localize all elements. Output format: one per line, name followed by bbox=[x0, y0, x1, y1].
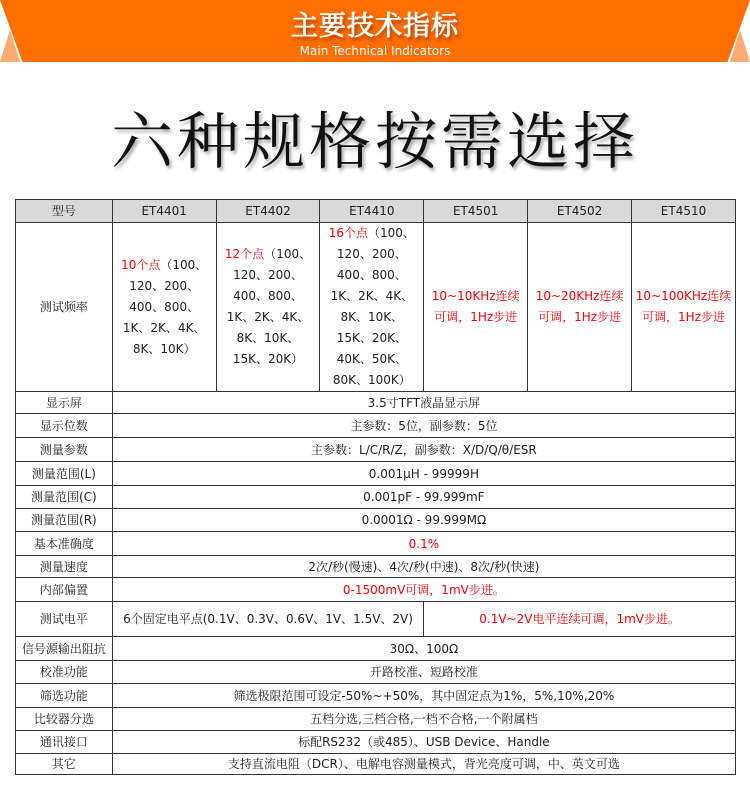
model-header: ET4501 bbox=[424, 200, 528, 223]
freq-list: （100、120、200、400、800、1K、2K、4K、8K、10K、15K、20K、40K、50K、80K、100K） bbox=[330, 226, 415, 387]
table-header-row bbox=[16, 200, 736, 223]
model-header: ET4402 bbox=[216, 200, 320, 223]
row-label: 测量参数 bbox=[16, 438, 113, 462]
row-value: 标配RS232（或485）、USB Device、Handle bbox=[112, 731, 735, 754]
row-value: 0.001μH - 99999H bbox=[112, 462, 735, 486]
freq-count: 12个点 bbox=[224, 247, 265, 261]
freq-cell: 10~20KHz连续可调，1Hz步进 bbox=[528, 223, 632, 392]
row-label: 测量速度 bbox=[16, 556, 113, 578]
table-row bbox=[16, 392, 736, 414]
freq-cell: 10~100KHz连续可调，1Hz步进 bbox=[632, 223, 736, 392]
model-header: ET4401 bbox=[112, 200, 216, 223]
row-label: 信号源输出阻抗 bbox=[16, 637, 113, 661]
row-value: 2次/秒(慢速)、4次/秒(中速)、8次/秒(快速) bbox=[112, 556, 735, 578]
row-value: 开路校准、短路校准 bbox=[112, 661, 735, 684]
row-value: 0.0001Ω - 99.999MΩ bbox=[112, 509, 735, 532]
row-label: 测试频率 bbox=[16, 223, 113, 392]
table-row bbox=[16, 462, 736, 486]
freq-cell bbox=[320, 223, 424, 392]
banner-title: 主要技术指标 bbox=[291, 11, 459, 42]
table-row bbox=[16, 509, 736, 532]
freq-cell: 10~10KHz连续可调，1Hz步进 bbox=[424, 223, 528, 392]
section-banner bbox=[0, 0, 750, 62]
row-label: 显示位数 bbox=[16, 414, 113, 438]
model-header: ET4510 bbox=[632, 200, 736, 223]
row-label: 基本准确度 bbox=[16, 532, 113, 556]
table-row bbox=[16, 578, 736, 602]
row-value: 五档分选,三档合格,一档不合格,一个附属档 bbox=[112, 708, 735, 731]
row-value: 0-1500mV可调，1mV步进。 bbox=[112, 578, 735, 602]
level-fixed: 6个固定电平点(0.1V、0.3V、0.6V、1V、1.5V、2V) bbox=[112, 602, 423, 637]
table-row bbox=[16, 661, 736, 684]
freq-list: （100、120、200、400、800、1K、2K、4K、8K、10K、15K、20K） bbox=[226, 247, 312, 366]
row-value: 支持直流电阻（DCR）、电解电容测量模式，背光亮度可调，中、英文可选 bbox=[112, 754, 735, 775]
table-row bbox=[16, 754, 736, 775]
table-row-frequency bbox=[16, 223, 736, 392]
row-value: 主参数：5位，副参数：5位 bbox=[112, 414, 735, 438]
table-row bbox=[16, 438, 736, 462]
row-label: 内部偏置 bbox=[16, 578, 113, 602]
row-label: 显示屏 bbox=[16, 392, 113, 414]
spec-table bbox=[15, 199, 736, 775]
table-row bbox=[16, 486, 736, 509]
freq-list: （100、120、200、400、800、1K、2K、4K、8K、10K） bbox=[122, 257, 208, 356]
model-header: ET4502 bbox=[528, 200, 632, 223]
banner-subtitle: Main Technical Indicators bbox=[299, 44, 451, 58]
row-value: 筛选极限范围可设定-50%~+50%，其中固定点为1%，5%,10%,20% bbox=[112, 684, 735, 708]
row-value: 30Ω、100Ω bbox=[112, 637, 735, 661]
table-row bbox=[16, 532, 736, 556]
table-row bbox=[16, 637, 736, 661]
row-label: 比较器分选 bbox=[16, 708, 113, 731]
freq-cell bbox=[216, 223, 320, 392]
model-header: ET4410 bbox=[320, 200, 424, 223]
table-row bbox=[16, 414, 736, 438]
row-label: 测量范围(L) bbox=[16, 462, 113, 486]
freq-count: 16个点 bbox=[328, 226, 369, 240]
table-row bbox=[16, 708, 736, 731]
row-label: 通讯接口 bbox=[16, 731, 113, 754]
table-row bbox=[16, 556, 736, 578]
row-value: 0.001pF - 99.999mF bbox=[112, 486, 735, 509]
header-label: 型号 bbox=[16, 200, 113, 223]
table-row-test-level bbox=[16, 602, 736, 637]
row-value: 3.5寸TFT液晶显示屏 bbox=[112, 392, 735, 414]
row-value: 0.1% bbox=[112, 532, 735, 556]
table-row bbox=[16, 731, 736, 754]
row-label: 测量范围(C) bbox=[16, 486, 113, 509]
row-label: 测量范围(R) bbox=[16, 509, 113, 532]
row-label: 测试电平 bbox=[16, 602, 113, 637]
table-row bbox=[16, 684, 736, 708]
row-value: 主参数：L/C/R/Z，副参数：X/D/Q/θ/ESR bbox=[112, 438, 735, 462]
row-label: 校准功能 bbox=[16, 661, 113, 684]
freq-count: 10个点 bbox=[121, 257, 161, 272]
level-continuous: 0.1V~2V电平连续可调，1mV步进。 bbox=[424, 602, 736, 637]
headline: 六种规格按需选择 bbox=[110, 105, 639, 178]
freq-cell bbox=[112, 223, 216, 392]
row-label: 其它 bbox=[16, 754, 113, 775]
row-label: 筛选功能 bbox=[16, 684, 113, 708]
